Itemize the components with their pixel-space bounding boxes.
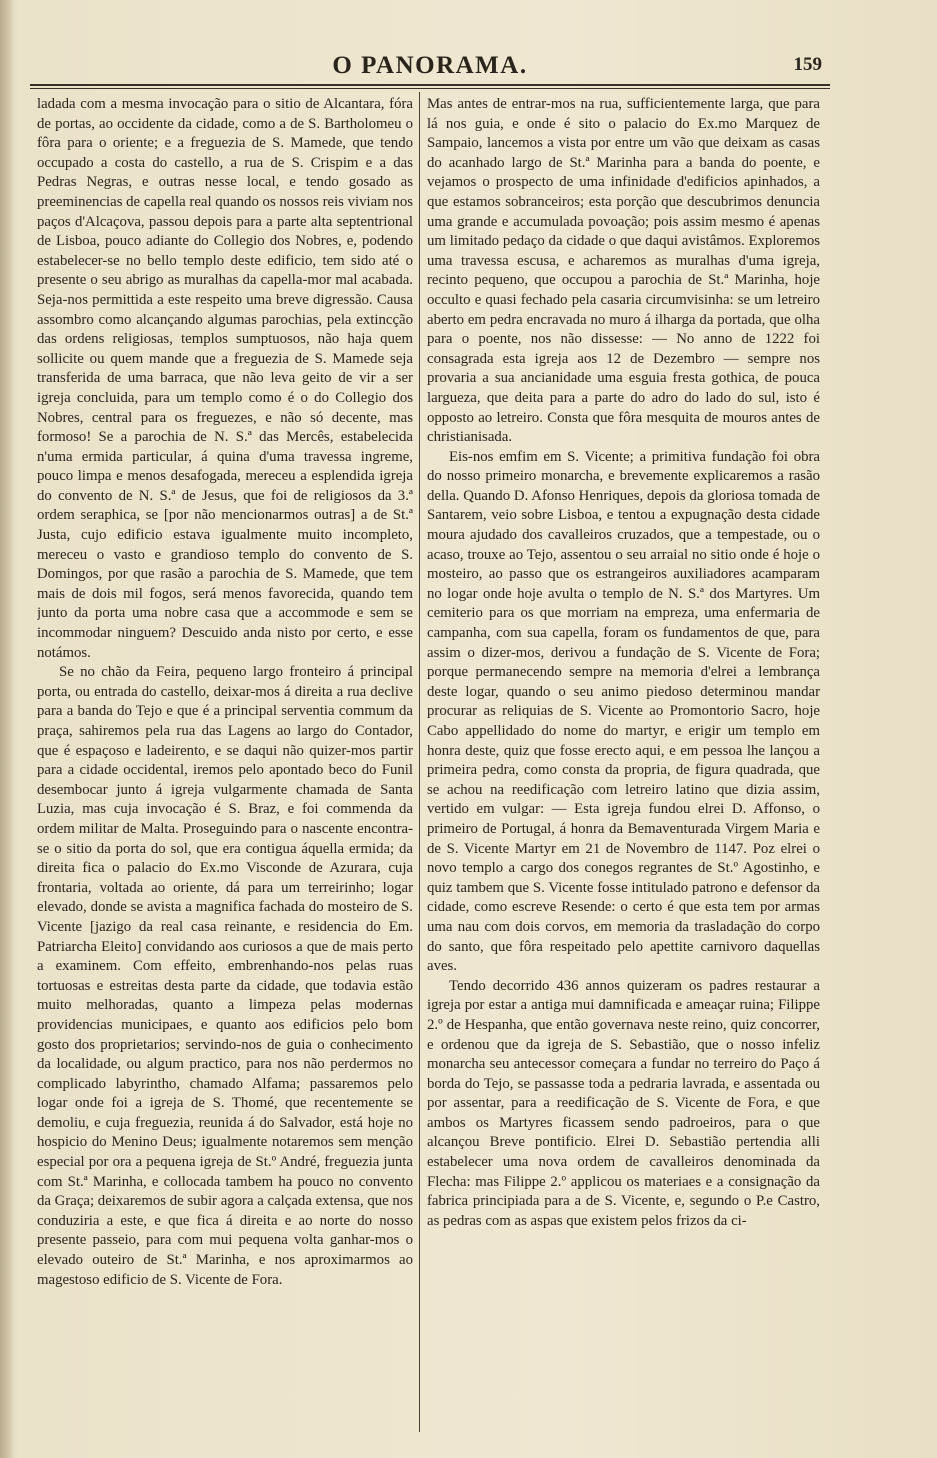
page-header bbox=[30, 50, 830, 88]
page-number: 159 bbox=[793, 54, 822, 75]
column-divider bbox=[419, 92, 420, 1432]
right-paragraph-2: Eis-nos emfim em S. Vicente; a primitiva fundação foi obra do nosso primeiro monarcha, e brevemente explicaremos a rasão della. Quando D. Afonso Henriques, depois da gloriosa tomada de Santarem, veio sobre Lisboa, e tentou a expugnação desta cidade moura ajudado dos cavalleiros cruzados, que a tempestade, ou o acaso, trouxe ao Tejo, assentou o seu arraial no sitio onde é hoje o mosteiro, ao passo que os estrangeiros auxiliadores acamparam no logar onde hoje avulta o templo de N. S.ª dos Martyres. Um cemiterio para os que morriam na empreza, uma enfermaria de campanha, com sua capella, foram os fundamentos de que, para assim o dizer-mos, derivou a fundação de S. Vicente de Fora; porque permanecendo sempre na memoria d'elrei a lembrança deste logar, quando o seu animo piedoso determinou mandar procurar as reliquias de S. Vicente ao Promontorio Sacro, hoje Cabo appellidado do nome do martyr, e erigir um templo em honra deste, quiz que fosse erecto aqui, e em pessoa lhe lançou a primeira pedra, como consta da propria, de figura quadrada, que se achou na reedificação com letreiro latino que dizia assim, vertido em vulgar: — Esta igreja fundou elrei D. Affonso, o primeiro de Portugal, á honra da Bemaventurada Virgem Maria e de S. Vicente Martyr em 21 de Novembro de 1147. Poz elrei o novo templo a cargo dos conegos regrantes de St.º Agostinho, e quiz tambem que S. Vicente fosse intitulado patrono e defensor da cidade, como escreve Resende: o certo é que esta tem por armas uma nau com dois corvos, em memoria da trasladação do corpo do santo, que fôra respeitado pelo apettite carnivoro daquellas aves. bbox=[427, 448, 820, 975]
binding-shadow bbox=[0, 0, 14, 1458]
right-paragraph-1: Mas antes de entrar-mos na rua, sufficientemente larga, que para lá nos guia, e onde é sito o palacio do Ex.mo Marquez de Sampaio, lancemos a vista por entre um vão que deixam as casas do acanhado largo de St.ª Marinha para a banda do poente, e vejamos o prospecto de uma infinidade d'edificios apinhados, a que estamos sobranceiros; esta porção que descubrimos denuncia uma grande e accumulada povoação; pois assim mesmo é apenas um limitado pedaço da cidade o que daqui avistâmos. Exploremos uma travessa escusa, e acharemos as muralhas d'uma igreja, recinto pequeno, que occupou a parochia de St.ª Marinha, hoje occulto e quasi fechado pela casaria circumvisinha: se um letreiro aberto em pedra encravada no muro á ilharga da portada, que olha para o poente, nos não dissesse: — No anno de 1222 foi consagrada esta igreja aos 12 de Dezembro — sempre nos provaria a sua ancianidade uma esguia fresta gothica, de pouca largueza, que deita para a parte do adro do lado do sul, isto é opposto ao letreiro. Consta que fôra mesquita de mouros antes de christianisada. bbox=[427, 96, 820, 446]
header-rule bbox=[30, 84, 830, 86]
left-paragraph-1: ladada com a mesma invocação para o sitio de Alcantara, fóra de portas, ao occidente da cidade, como a de S. Bartholomeu o fôra para o oriente; e a freguezia de S. Mamede, que tendo occupado a costa do castello, a rua de S. Crispim e a das Pedras Negras, e outras nesse local, e tendo gosado as preeminencias de capella real quando os nossos reis viviam nos paços d'Alcaçova, passou depois para a parte alta septentrional de Lisboa, pouco adiante do Collegio dos Nobres, e, podendo estabelecer-se no bello templo deste edificio, tem sido até o presente o seu abrigo as muralhas da capella-mor mal acabada. Seja-nos permittida a este respeito uma breve digressão. Causa assombro como alcançando algumas parochias, pela extincção das ordens religiosas, templos sumptuosos, não haja quem sollicite ou quem mande que a freguezia de S. Mamede seja transferida de uma barraca, que não leva geito de vir a ser igreja concluida, para um templo como é o do Collegio dos Nobres, central para os freguezes, e não só decente, mas formoso! Se a parochia de N. S.ª das Mercês, estabelecida n'uma ermida particular, á quina d'uma travessa ingreme, pouco limpa e menos desafogada, mereceu a esplendida igreja do convento de N. S.ª de Jesus, que foi de religiosos da 3.ª ordem seraphica, se [por não mencionarmos outras] a de St.ª Justa, cujo edificio estava igualmente muito incompleto, mereceu o vasto e grandioso templo do convento de S. Domingos, por que rasão a parochia de S. Mamede, que tem mais de dois mil fogos, será menos favorecida, quando tem junto da porta uma nobre casa que a accommode e sem se incommodar ninguem? Descuido anda nisto por certo, e esse notámos. bbox=[37, 96, 413, 661]
header-rule-thin bbox=[30, 88, 830, 89]
left-paragraph-2: Se no chão da Feira, pequeno largo fronteiro á principal porta, ou entrada do castello, deixar-mos á direita a rua declive para a banda do Tejo e que é a principal serventia commum da praça, sahiremos pela rua das Lagens ao largo do Contador, que é espaçoso e ladeirento, e se daqui não quizer-mos partir para a cidade occidental, iremos pelo apontado beco do Funil desembocar junto á igreja vulgarmente chamada de Santa Luzia, mas cuja invocação é S. Braz, e foi commenda da ordem militar de Malta. Proseguindo para o nascente encontra-se o sitio da porta do sol, que era contigua áquella ermida; da direita fica o palacio do Ex.mo Visconde de Azurara, cuja frontaria, voltada ao oriente, dá para um terreirinho; logar elevado, donde se avista a magnifica fachada do mosteiro de S. Vicente [jazigo da real casa reinante, e residencia do Em. Patriarcha Eleito] convidando aos curiosos a que de mais perto a examinem. Com effeito, embrenhando-nos pelas ruas tortuosas e estreitas desta parte da cidade, que todavia estão muito melhoradas, quanto a limpeza pelas modernas providencias municipaes, e quanto aos edificios pelo bom gosto dos proprietarios; servindo-nos de guia o conhecimento da localidade, ou algum practico, para nos não perdermos no complicado labyrintho, chamado Alfama; passaremos pelo logar onde foi a igreja de S. Thomé, que recentemente se demoliu, e cuja freguezia, reunida á do Salvador, está hoje no hospicio do Menino Deus; igualmente notaremos sem menção especial por ora a pequena igreja de St.º André, freguezia junta com St.ª Marinha, e collocada tambem ha pouco no convento da Graça; deixaremos de subir agora a calçada extensa, que nos conduziria a este, e que fica á direita e ao norte do nosso presente passeio, para com mui pequena volta ganhar-mos o elevado outeiro de St.ª Marinha, e nos aproximarmos ao magestoso edificio de S. Vicente de Fora. bbox=[37, 664, 413, 1288]
publication-title: O PANORAMA. bbox=[332, 52, 528, 79]
right-column bbox=[427, 95, 820, 1430]
right-paragraph-3: Tendo decorrido 436 annos quizeram os padres restaurar a igreja por estar a antiga mui damnificada e ameaçar ruina; Filippe 2.º de Hespanha, que então governava neste reino, quiz concorrer, e ordenou que da igreja de S. Sebastião, que o nosso infeliz monarcha seu antecessor começara a fundar no terreiro do Paço á borda do Tejo, se passasse toda a pedraria lavrada, e assentada ou por assentar, para a reedificação de S. Vicente de Fora, e que ambos os Martyres ficassem sendo padroeiros, para o que alcançou Breve pontificio. Elrei D. Sebastião pertendia alli estabelecer uma nova ordem de cavalleiros denominada da Flecha: mas Filippe 2.º applicou os materiaes e a consignação da fabrica principiada para a de S. Vicente, e, segundo o P.e Castro, as pedras com as aspas que existem pelos frizos da ci- bbox=[427, 977, 820, 1229]
left-column bbox=[37, 95, 413, 1430]
